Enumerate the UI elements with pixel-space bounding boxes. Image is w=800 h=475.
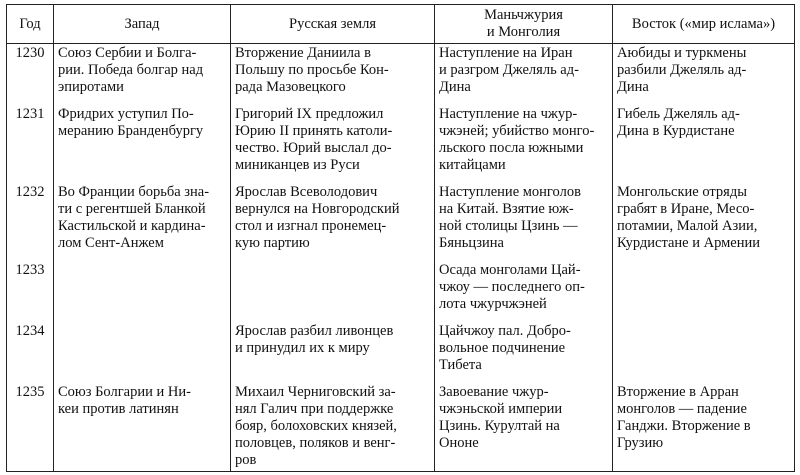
cell-line: Польшу по просьбе Кон- <box>235 62 389 78</box>
cell-line: Тибета <box>439 357 482 373</box>
cell-line: половцев, поляков и венг- <box>235 435 396 451</box>
cell-line: китайцами <box>439 157 506 173</box>
table-row <box>7 376 795 472</box>
cell-line: рада Мазовецкого <box>235 79 346 95</box>
cell-line: лом Сент-Анжем <box>58 235 164 251</box>
cell-rus <box>231 376 435 472</box>
header-east: Восток («мир ислама») <box>613 5 795 44</box>
cell-line: Ярослав Всеволодович <box>235 184 378 200</box>
header-year: Год <box>7 5 54 44</box>
cell-line: разбили Джеляль ад- <box>617 62 747 78</box>
cell-mongolia <box>435 176 613 254</box>
cell-east <box>613 98 795 176</box>
cell-year: 1231 <box>7 98 54 176</box>
cell-line: Юрию II принять католи- <box>235 123 393 139</box>
cell-year: 1235 <box>7 376 54 472</box>
cell-line: вольное подчинение <box>439 340 566 356</box>
cell-line: меранию Бранденбургу <box>58 123 204 139</box>
cell-line: вернулся на Новгородский <box>235 201 400 217</box>
cell-line: Григорий IX предложил <box>235 106 384 122</box>
cell-line: лота чжурчжэней <box>439 296 547 312</box>
cell-line: ров <box>235 452 257 468</box>
chronology-table <box>6 4 795 472</box>
cell-west <box>54 176 231 254</box>
cell-line: Цайчжоу пал. Добро- <box>439 323 571 339</box>
cell-rus <box>231 176 435 254</box>
cell-mongolia <box>435 254 613 315</box>
cell-line: льского посла южными <box>439 140 584 156</box>
cell-line: и разгром Джеляль ад- <box>439 62 579 78</box>
cell-west <box>54 315 231 376</box>
cell-line: Союз Сербии и Болга- <box>58 45 197 61</box>
cell-line: Вторжение в Арран <box>617 384 739 400</box>
cell-line: Гибель Джеляль ад- <box>617 106 740 122</box>
cell-line: Вторжение Даниила в <box>235 45 371 61</box>
cell-line: потамии, Малой Азии, <box>617 218 758 234</box>
table-row <box>7 315 795 376</box>
cell-east <box>613 254 795 315</box>
table-row <box>7 254 795 315</box>
cell-rus <box>231 315 435 376</box>
cell-year: 1232 <box>7 176 54 254</box>
cell-line: Наступление монголов <box>439 184 581 200</box>
cell-line: Курдистане и Армении <box>617 235 761 251</box>
cell-line: Дина <box>439 79 471 95</box>
cell-line: Ононе <box>439 435 479 451</box>
cell-east <box>613 315 795 376</box>
cell-mongolia <box>435 376 613 472</box>
cell-east <box>613 44 795 99</box>
cell-year: 1233 <box>7 254 54 315</box>
cell-mongolia <box>435 98 613 176</box>
cell-line: чжэней; убийство монго- <box>439 123 595 139</box>
cell-line: чество. Юрий выслал до- <box>235 140 392 156</box>
cell-year: 1230 <box>7 44 54 99</box>
cell-line: Монгольские отряды <box>617 184 747 200</box>
cell-line: Осада монголами Цай- <box>439 262 581 278</box>
cell-line: Дина в Курдистане <box>617 123 735 139</box>
cell-line: миниканцев из Руси <box>235 157 360 173</box>
cell-line: Кастильской и кардина- <box>58 218 206 234</box>
cell-line: монголов — падение <box>617 401 747 417</box>
cell-line: кеи против латинян <box>58 401 179 417</box>
cell-rus <box>231 44 435 99</box>
cell-line: Союз Болгарии и Ни- <box>58 384 191 400</box>
cell-line: Во Франции борьба зна- <box>58 184 210 200</box>
cell-line: эпиротами <box>58 79 124 95</box>
cell-line: Фридрих уступил По- <box>58 106 194 122</box>
cell-line: Наступление на Иран <box>439 45 573 61</box>
header-mongolia-line-1: Маньчжурия <box>484 7 563 23</box>
cell-line: Ярослав разбил ливонцев <box>235 323 394 339</box>
cell-line: ти с регентшей Бланкой <box>58 201 206 217</box>
cell-east <box>613 176 795 254</box>
cell-line: бояр, болоховских князей, <box>235 418 397 434</box>
cell-mongolia <box>435 315 613 376</box>
cell-line: Грузию <box>617 435 664 451</box>
cell-line: Михаил Черниговский за- <box>235 384 396 400</box>
cell-line: рии. Победа болгар над <box>58 62 204 78</box>
cell-line: чжэньской империи <box>439 401 563 417</box>
cell-line: ной столицы Цзинь — <box>439 218 578 234</box>
cell-line: Наступление на чжур- <box>439 106 578 122</box>
table-row <box>7 176 795 254</box>
table-row <box>7 44 795 99</box>
chronology-table-container <box>6 4 794 471</box>
cell-line: Бяньцзина <box>439 235 504 251</box>
cell-west <box>54 254 231 315</box>
cell-line: Завоевание чжур- <box>439 384 549 400</box>
cell-line: чжоу — последнего оп- <box>439 279 585 295</box>
cell-line: Аюбиды и туркмены <box>617 45 747 61</box>
cell-line: Дина <box>617 79 649 95</box>
cell-west <box>54 44 231 99</box>
table-row <box>7 98 795 176</box>
cell-line: нял Галич при поддержке <box>235 401 394 417</box>
cell-line: Ганджи. Вторжение в <box>617 418 751 434</box>
cell-west <box>54 376 231 472</box>
cell-line: стол и изгнал пронемец- <box>235 218 387 234</box>
cell-line: кую партию <box>235 235 310 251</box>
header-west: Запад <box>54 5 231 44</box>
cell-line: и принудил их к миру <box>235 340 370 356</box>
cell-rus <box>231 98 435 176</box>
cell-west <box>54 98 231 176</box>
cell-rus <box>231 254 435 315</box>
header-rus: Русская земля <box>231 5 435 44</box>
cell-east <box>613 376 795 472</box>
header-mongolia <box>435 5 613 44</box>
cell-line: Цзинь. Курултай на <box>439 418 560 434</box>
header-mongolia-line-2: и Монголия <box>486 24 561 40</box>
table-header-row <box>7 5 795 44</box>
cell-line: на Китай. Взятие юж- <box>439 201 574 217</box>
cell-mongolia <box>435 44 613 99</box>
cell-line: грабят в Иране, Месо- <box>617 201 755 217</box>
cell-year: 1234 <box>7 315 54 376</box>
